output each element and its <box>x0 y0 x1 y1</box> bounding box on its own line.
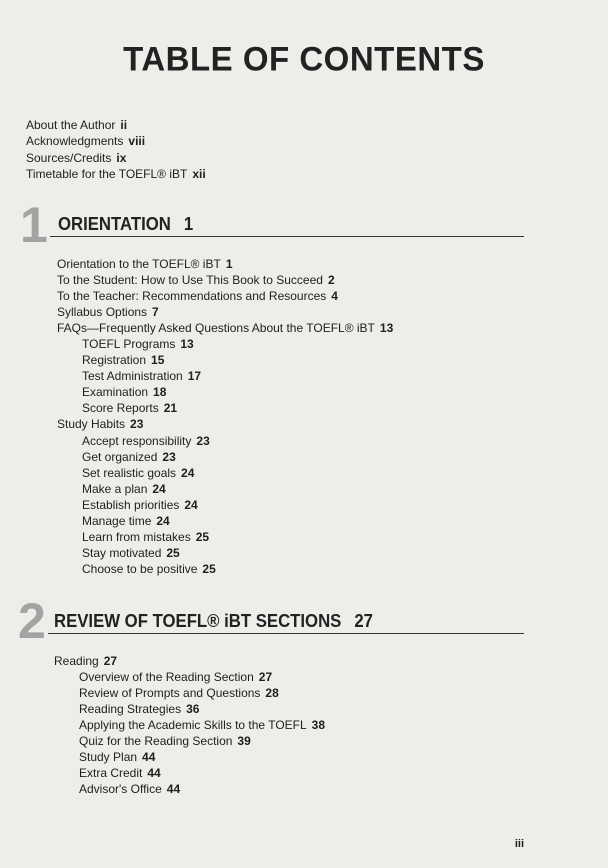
toc-entry <box>57 465 393 481</box>
toc-entry-label: Set realistic goals <box>82 465 177 480</box>
toc-entry-label: Orientation to the TOEFL® iBT <box>57 257 221 271</box>
toc-entry <box>26 133 206 149</box>
toc-entry-label: Establish priorities <box>82 497 180 512</box>
toc-entry <box>57 336 393 352</box>
toc-entry <box>54 685 325 701</box>
toc-entry <box>54 653 325 669</box>
toc-entry-label: Quiz for the Reading Section <box>79 734 233 749</box>
toc-entry-page: 24 <box>184 497 198 512</box>
toc-entry <box>54 669 325 685</box>
toc-entry <box>57 513 393 529</box>
toc-entry-page: xii <box>192 166 206 181</box>
toc-entry <box>57 481 393 497</box>
toc-entry-page: 4 <box>331 289 338 304</box>
page-folio: iii <box>514 838 524 850</box>
chapter-2-rule <box>48 633 524 634</box>
toc-entry <box>57 304 393 320</box>
toc-entry-page: 24 <box>181 465 195 480</box>
toc-entry-page: 21 <box>163 401 178 416</box>
toc-entry-page: 38 <box>311 718 326 733</box>
toc-entry <box>57 400 393 416</box>
toc-entry-page: 2 <box>327 273 335 288</box>
toc-entry-label: About the Author <box>26 118 116 132</box>
toc-entry-page: 23 <box>130 417 144 432</box>
toc-entry-label: Syllabus Options <box>57 305 148 320</box>
toc-entry <box>57 384 393 400</box>
toc-entry-label: Get organized <box>82 449 158 464</box>
toc-entry-label: Make a plan <box>82 481 148 496</box>
toc-entry-label: Overview of the Reading Section <box>79 670 254 685</box>
toc-entry <box>57 497 393 513</box>
toc-entry-page: 44 <box>142 750 156 765</box>
toc-entry <box>57 545 393 561</box>
toc-entry-page: 7 <box>152 305 159 320</box>
toc-entry <box>57 529 393 545</box>
toc-entry-label: Registration <box>82 353 147 368</box>
front-matter-list <box>26 117 206 182</box>
toc-entry <box>57 288 393 304</box>
page-title: TABLE OF CONTENTS <box>123 39 485 78</box>
toc-entry-page: 28 <box>265 686 279 701</box>
toc-entry-page: ii <box>120 118 128 132</box>
toc-entry-label: Review of Prompts and Questions <box>79 686 261 701</box>
toc-entry <box>54 781 325 797</box>
toc-entry-page: 23 <box>196 433 210 448</box>
toc-entry-label: Test Administration <box>82 369 183 384</box>
chapter-1-entries <box>57 256 393 577</box>
toc-entry-page: 25 <box>166 545 180 560</box>
toc-entry-page: 27 <box>258 670 273 685</box>
toc-entry-label: Applying the Academic Skills to the TOEFL <box>79 718 307 733</box>
toc-entry-page: ix <box>116 150 127 165</box>
toc-entry-page: 13 <box>180 337 194 352</box>
toc-entry-page: 24 <box>156 513 170 528</box>
toc-entry <box>57 256 393 272</box>
chapter-2-title: REVIEW OF TOEFL® iBT SECTIONS <box>54 611 342 631</box>
toc-entry <box>57 272 393 288</box>
toc-entry-label: FAQs—Frequently Asked Questions About the TOEFL® iBT <box>57 321 375 336</box>
toc-entry <box>54 701 325 717</box>
chapter-1-title: ORIENTATION <box>58 214 171 234</box>
toc-entry <box>26 166 206 182</box>
toc-entry <box>26 117 206 133</box>
toc-entry-label: Reading Strategies <box>79 702 182 717</box>
chapter-1-rule <box>50 236 524 237</box>
toc-entry <box>54 733 325 749</box>
toc-entry-page: 44 <box>147 766 161 781</box>
toc-entry-page: 17 <box>187 369 202 384</box>
toc-entry-label: Choose to be positive <box>82 561 198 576</box>
toc-entry-label: Sources/Credits <box>26 150 112 165</box>
toc-entry <box>57 416 393 432</box>
chapter-2-page: 27 <box>354 611 373 631</box>
chapter-1-page: 1 <box>183 214 194 234</box>
toc-entry <box>57 352 393 368</box>
toc-entry-page: 25 <box>202 561 216 576</box>
chapter-2-entries <box>54 653 325 797</box>
toc-entry-label: Accept responsibility <box>82 433 192 448</box>
toc-entry-page: 23 <box>162 449 176 464</box>
toc-entry-page: 18 <box>153 385 167 400</box>
toc-entry-label: Score Reports <box>82 401 159 416</box>
toc-entry-label: Reading <box>54 654 99 668</box>
toc-entry-label: Examination <box>82 385 149 400</box>
toc-entry <box>57 561 393 577</box>
toc-entry-label: Manage time <box>82 513 152 528</box>
toc-entry-page: 1 <box>225 257 233 271</box>
toc-entry <box>57 433 393 449</box>
toc-entry-page: 39 <box>237 734 251 749</box>
toc-entry-page: 25 <box>195 529 210 544</box>
toc-entry-label: Extra Credit <box>79 766 143 781</box>
toc-entry-label: Stay motivated <box>82 545 162 560</box>
toc-entry-page: 44 <box>166 782 181 797</box>
toc-entry-label: Study Plan <box>79 750 138 765</box>
toc-entry-page: 36 <box>186 702 200 717</box>
toc-entry-label: Timetable for the TOEFL® iBT <box>26 166 188 181</box>
toc-entry <box>57 320 393 336</box>
toc-entry-label: Acknowledgments <box>26 134 124 149</box>
toc-entry-page: 24 <box>152 481 166 496</box>
toc-entry <box>54 765 325 781</box>
toc-entry-label: TOEFL Programs <box>82 337 176 352</box>
toc-entry-page: 27 <box>103 654 118 668</box>
toc-entry-label: To the Student: How to Use This Book to Succeed <box>57 273 323 288</box>
chapter-2-number: 2 <box>18 593 46 649</box>
toc-entry <box>54 749 325 765</box>
toc-entry-label: Advisor's Office <box>79 782 162 797</box>
chapter-1-heading <box>58 214 193 235</box>
toc-entry-page: 13 <box>379 321 394 336</box>
toc-entry-label: To the Teacher: Recommendations and Resources <box>57 289 327 304</box>
chapter-1-number: 1 <box>20 197 48 253</box>
chapter-2-heading <box>54 611 373 632</box>
toc-entry-page: viii <box>128 134 146 149</box>
toc-entry <box>26 150 206 166</box>
toc-entry <box>57 368 393 384</box>
toc-entry-label: Study Habits <box>57 417 126 432</box>
toc-entry <box>57 449 393 465</box>
toc-entry-page: 15 <box>151 353 165 368</box>
toc-entry-label: Learn from mistakes <box>82 529 191 544</box>
toc-entry <box>54 717 325 733</box>
